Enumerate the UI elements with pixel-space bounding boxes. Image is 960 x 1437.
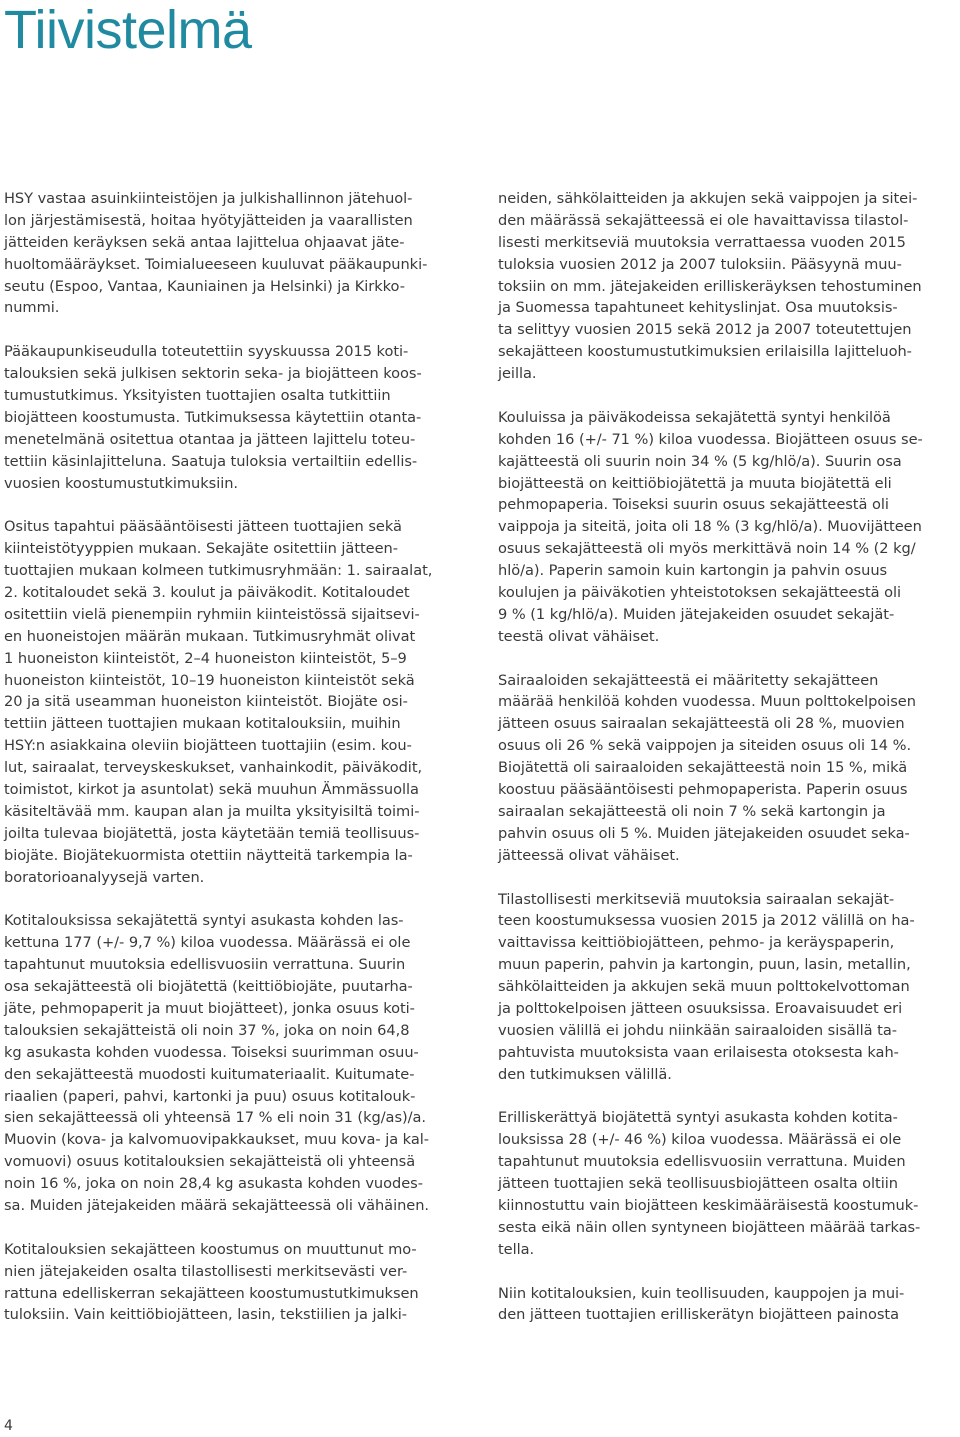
text-line: Muovin (kova- ja kalvomuovipakkaukset, muu kova- ja kal- <box>4 1131 429 1149</box>
text-line: toksiin on mm. jätejakeiden erilliskeräyksen tehostuminen <box>498 277 922 295</box>
text-line: sairaalan sekajätteestä oli noin 7 % sekä kartongin ja <box>498 802 886 820</box>
text-line: tuloksiin. Vain keittiöbiojätteen, lasin, tekstiilien ja jalki- <box>4 1306 408 1324</box>
text-line: sien sekajätteessä oli yhteensä 17 % eli noin 31 (kg/as)/a. <box>4 1109 426 1127</box>
left-text-column <box>4 188 456 1326</box>
text-line: biojäte. Biojätekuormista otettiin näytteitä tarkempia la- <box>4 846 413 864</box>
paragraph-gap <box>4 889 456 911</box>
text-line: neiden, sähkölaitteiden ja akkujen sekä vaippojen ja sitei- <box>498 190 918 207</box>
text-line: vuosien välillä ei johdu niinkään sairaaloiden sisällä ta- <box>498 1021 897 1039</box>
text-line: koostuu pääsääntöisesti pehmopaperista. Paperin osuus <box>498 781 908 799</box>
paragraph-gap <box>4 319 456 341</box>
text-line: huoneiston kiinteistöt, 10–19 huoneiston kiinteistöt sekä <box>4 671 415 689</box>
text-line: jätteiden keräyksen sekä antaa lajittelua ohjaavat jäte- <box>4 233 405 251</box>
text-line: kiinteistötyyppien mukaan. Sekajäte ositettiin jätteen- <box>4 540 398 558</box>
text-line: Kotitalouksien sekajätteen koostumus on muuttunut mo- <box>4 1240 417 1258</box>
text-line: ja polttokelpoisen jätteen osuuksissa. Eroavaisuudet eri <box>498 999 903 1017</box>
paragraph-gap <box>498 1086 954 1108</box>
text-line: jätteen osuus sairaalan sekajätteestä oli 28 %, muovien <box>498 715 905 733</box>
text-line: pehmopaperia. Toiseksi suurin osuus sekajätteestä oli <box>498 496 889 514</box>
text-line: talouksien sekajätteistä oli noin 37 %, joka on noin 64,8 <box>4 1021 410 1039</box>
text-line: määrää henkilöä kohden vuodessa. Muun polttokelpoisen <box>498 693 916 711</box>
paragraph-gap <box>498 385 954 407</box>
text-line: pahvin osuus oli 5 %. Muiden jätejakeiden osuudet seka- <box>498 824 910 842</box>
text-line: kajätteestä oli suurin noin 34 % (5 kg/hlö/a). Suurin osa <box>498 452 902 470</box>
text-line: tapahtunut muutoksia edellisvuosiin verrattuna. Muiden <box>498 1153 906 1171</box>
text-line: teestä olivat vähäiset. <box>498 627 660 645</box>
text-line: jätteessä olivat vähäiset. <box>498 846 680 864</box>
text-line: koulujen ja päiväkotien yhteistotoksen sekajätteestä oli <box>498 584 902 602</box>
text-line: Sairaaloiden sekajätteestä ei määritetty sekajätteen <box>498 671 879 689</box>
text-line: pahtuvista muutoksista vaan erilaisesta otoksesta kah- <box>498 1043 899 1061</box>
text-line: lon järjestämisestä, hoitaa hyötyjätteiden ja vaarallisten <box>4 211 413 229</box>
text-line: den jätteen tuottajien erilliskerätyn biojätteen painosta <box>498 1306 899 1324</box>
text-line: 9 % (1 kg/hlö/a). Muiden jätejakeiden osuudet sekajät- <box>498 605 895 623</box>
text-line: lisesti merkitseviä muutoksia verrattaessa vuoden 2015 <box>498 233 906 251</box>
text-line: vomuovi) osuus kotitalouksien sekajätteistä oli yhteensä <box>4 1153 416 1171</box>
text-line: ja Suomessa tapahtuneet kehityslinjat. Osa muutoksis- <box>498 299 898 317</box>
text-line: kg asukasta kohden vuodessa. Toiseksi suurimman osuu- <box>4 1043 419 1061</box>
text-line: sekajätteen koostumustutkimuksien erilaisilla lajitteluoh- <box>498 343 912 361</box>
paragraph-gap <box>498 1261 954 1283</box>
text-line: biojätteen koostumusta. Tutkimuksessa käytettiin otanta- <box>4 408 422 426</box>
text-line: kiinnostuttu vain biojätteen keskimääräisestä koostumuk- <box>498 1196 919 1214</box>
text-line: tella. <box>498 1240 535 1258</box>
text-line: tapahtunut muutoksia edellisvuosiin verrattuna. Suurin <box>4 956 406 974</box>
text-line: HSY vastaa asuinkiinteistöjen ja julkishallinnon jätehuol- <box>4 190 413 207</box>
text-line: rattuna edelliskerran sekajätteen koostumustutkimuksen <box>4 1284 419 1302</box>
text-line: den määrässä sekajätteessä ei ole havaittavissa tilastol- <box>498 211 909 229</box>
paragraph-gap <box>498 867 954 889</box>
text-line: 2. kotitaloudet sekä 3. koulut ja päiväkodit. Kotitaloudet <box>4 584 410 602</box>
text-line: osuus sekajätteestä oli myös merkittävä noin 14 % (2 kg/ <box>498 540 916 558</box>
text-line: 20 ja sitä useamman huoneiston kiinteistöt. Biojäte osi- <box>4 693 408 711</box>
text-line: Niin kotitalouksien, kuin teollisuuden, kauppojen ja mui- <box>498 1284 905 1302</box>
text-line: jätteen tuottajien sekä teollisuusbiojätteen osalta oltiin <box>498 1175 898 1193</box>
text-line: Biojätettä oli sairaaloiden sekajätteestä noin 15 %, mikä <box>498 759 908 777</box>
text-line: seutu (Espoo, Vantaa, Kauniainen ja Helsinki) ja Kirkko- <box>4 277 405 295</box>
paragraph-gap <box>4 1217 456 1239</box>
text-line: noin 16 %, joka on noin 28,4 kg asukasta kohden vuodes- <box>4 1175 423 1193</box>
text-line: sähkölaitteiden ja akkujen sekä muun polttokelvottoman <box>498 978 910 996</box>
text-line: lut, sairaalat, terveyskeskukset, vanhainkodit, päiväkodit, <box>4 759 423 777</box>
text-line: osa sekajätteestä oli biojätettä (keittiöbiojäte, puutarha- <box>4 978 413 996</box>
text-line: Pääkaupunkiseudulla toteutettiin syyskuussa 2015 koti- <box>4 343 409 361</box>
text-line: osuus oli 26 % sekä vaippojen ja siteiden osuus oli 14 %. <box>498 737 912 755</box>
text-line: HSY:n asiakkaina oleviin biojätteen tuottajiin (esim. kou- <box>4 737 412 755</box>
text-line: nummi. <box>4 299 60 317</box>
text-line: nien jätejakeiden osalta tilastollisesti merkitsevästi ver- <box>4 1262 408 1280</box>
text-line: Tilastollisesti merkitseviä muutoksia sairaalan sekajät- <box>498 890 895 908</box>
text-line: toimistot, kirkot ja asuntolat) sekä muuhun Ämmässuolla <box>4 781 419 799</box>
text-line: talouksien sekä julkisen sektorin seka- ja biojätteen koos- <box>4 365 422 383</box>
text-line: käsiteltävää mm. kaupan alan ja muilta yksityisiltä toimi- <box>4 802 420 820</box>
text-line: vaittavissa keittiöbiojätteen, pehmo- ja keräyspaperin, <box>498 934 895 952</box>
text-line: tettiin käsinlajitteluna. Saatuja tuloksia vertailtiin edellis- <box>4 452 418 470</box>
text-line: kettuna 177 (+/- 9,7 %) kiloa vuodessa. Määrässä ei ole <box>4 934 411 952</box>
text-line: ositettiin vielä pienempiin ryhmiin kiinteistössä sijaitsevi- <box>4 605 420 623</box>
text-line: vuosien koostumustutkimuksiin. <box>4 474 238 492</box>
text-line: tumustutkimus. Yksityisten tuottajien osalta tutkittiin <box>4 387 391 405</box>
text-line: den sekajätteestä muodosti kuitumateriaalit. Kuitumate- <box>4 1065 415 1083</box>
text-line: louksissa 28 (+/- 46 %) kiloa vuodessa. Määrässä ei ole <box>498 1131 902 1149</box>
text-line: ta selittyy vuosien 2015 sekä 2012 ja 2007 toteutettujen <box>498 321 912 339</box>
text-line: biojätteestä on keittiöbiojätettä ja muuta biojätettä eli <box>498 474 892 492</box>
text-line: Kouluissa ja päiväkodeissa sekajätettä syntyi henkilöä <box>498 408 891 426</box>
paragraph-gap <box>498 648 954 670</box>
paragraph-gap <box>4 494 456 516</box>
text-line: joilta tulevaa biojätettä, josta käytetään temiä teollisuus- <box>4 824 420 842</box>
text-line: hlö/a). Paperin samoin kuin kartongin ja pahvin osuus <box>498 562 888 580</box>
right-text-column <box>498 188 954 1326</box>
text-line: boratorioanalyysejä varten. <box>4 868 205 886</box>
text-line: riaalien (paperi, pahvi, kartonki ja puu) osuus kotitalouk- <box>4 1087 416 1105</box>
text-line: tuottajien mukaan kolmeen tutkimusryhmään: 1. sairaalat, <box>4 562 433 580</box>
text-line: tuloksia vuosien 2012 ja 2007 tuloksiin. Pääsyynä muu- <box>498 255 902 273</box>
text-line: muun paperin, pahvin ja kartongin, puun, lasin, metallin, <box>498 956 911 974</box>
text-line: jäte, pehmopaperit ja muut biojätteet), jonka osuus koti- <box>4 999 415 1017</box>
text-line: tettiin jätteen tuottajien mukaan kotitalouksiin, muihin <box>4 715 401 733</box>
text-line: kohden 16 (+/- 71 %) kiloa vuodessa. Biojätteen osuus se- <box>498 430 923 448</box>
text-line: huoltomääräykset. Toimialueeseen kuuluvat pääkaupunki- <box>4 255 428 273</box>
text-line: vaippoja ja siteitä, joita oli 18 % (3 kg/hlö/a). Muovijätteen <box>498 518 922 536</box>
text-line: sa. Muiden jätejakeiden määrä sekajätteessä oli vähäinen. <box>4 1196 430 1214</box>
text-line: den tutkimuksen välillä. <box>498 1065 672 1083</box>
text-line: sesta eikä näin ollen syntyneen biojätteen määrää tarkas- <box>498 1218 921 1236</box>
text-line: Ositus tapahtui pääsääntöisesti jätteen tuottajien sekä <box>4 518 402 536</box>
page-number: 4 <box>4 1418 13 1434</box>
text-line: en huoneistojen määrän mukaan. Tutkimusryhmät olivat <box>4 627 416 645</box>
text-line: menetelmänä ositettua otantaa ja jätteen lajittelu toteu- <box>4 430 416 448</box>
page-title: Tiivistelmä <box>4 0 252 60</box>
text-line: teen koostumuksessa vuosien 2015 ja 2012 välillä on ha- <box>498 912 915 930</box>
text-line: 1 huoneiston kiinteistöt, 2–4 huoneiston kiinteistöt, 5–9 <box>4 649 407 667</box>
text-line: Erilliskerättyä biojätettä syntyi asukasta kohden kotita- <box>498 1109 898 1127</box>
text-line: jeilla. <box>498 365 537 383</box>
text-line: Kotitalouksissa sekajätettä syntyi asukasta kohden las- <box>4 912 404 930</box>
